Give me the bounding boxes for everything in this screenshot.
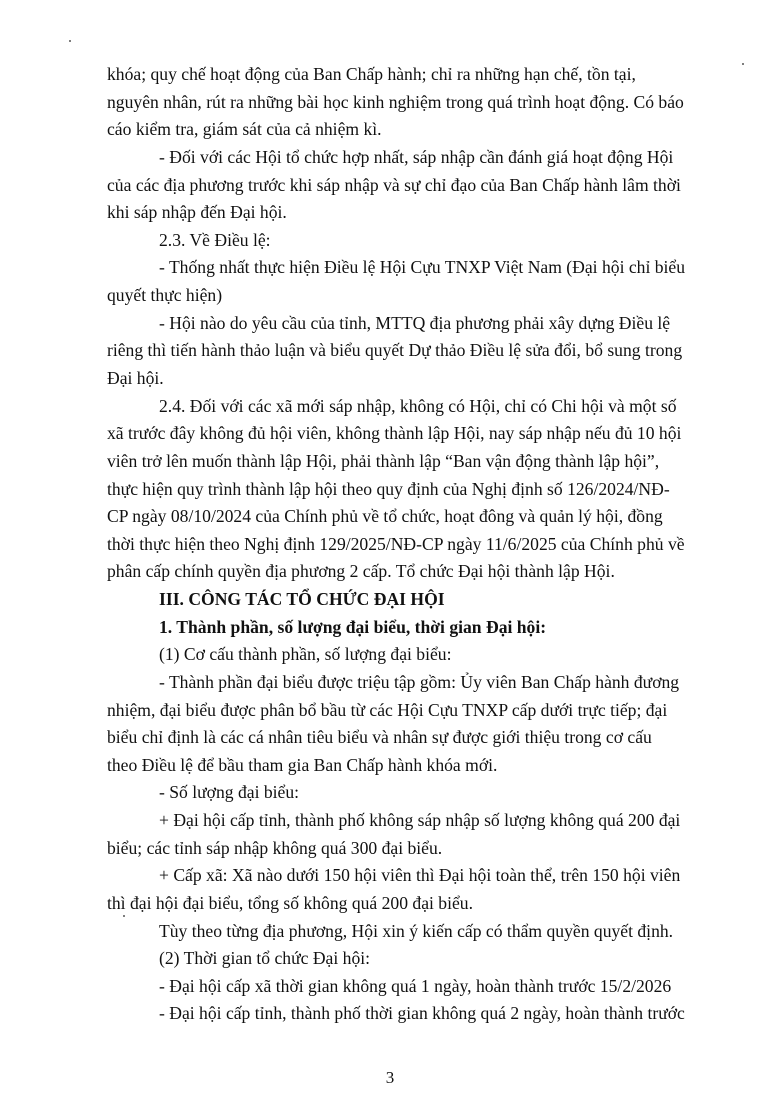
- section-heading: 2.3. Về Điều lệ:: [159, 230, 271, 250]
- body-line: biểu chỉ định là các cá nhân tiêu biểu và nhân sự được giới thiệu trong cơ cấu: [107, 727, 652, 747]
- body-line: viên trở lên muốn thành lập Hội, phải thành lập “Ban vận động thành lập hội”,: [107, 451, 660, 471]
- body-line: (1) Cơ cấu thành phần, số lượng đại biểu:: [159, 644, 452, 664]
- chapter-heading: III. CÔNG TÁC TỔ CHỨC ĐẠI HỘI: [159, 589, 445, 609]
- body-line: - Thống nhất thực hiện Điều lệ Hội Cựu TNXP Việt Nam (Đại hội chỉ biểu: [159, 257, 686, 277]
- body-line: + Cấp xã: Xã nào dưới 150 hội viên thì Đại hội toàn thể, trên 150 hội viên: [159, 865, 681, 885]
- body-line: + Đại hội cấp tỉnh, thành phố không sáp nhập số lượng không quá 200 đại: [159, 810, 681, 830]
- body-line: - Thành phần đại biểu được triệu tập gồm: Ủy viên Ban Chấp hành đương: [159, 672, 680, 692]
- body-line: Tùy theo từng địa phương, Hội xin ý kiến cấp có thẩm quyền quyết định.: [159, 921, 674, 941]
- body-line: của các địa phương trước khi sáp nhập và sự chỉ đạo của Ban Chấp hành lâm thời: [107, 175, 681, 195]
- body-line: biểu; các tỉnh sáp nhập không quá 300 đại biểu.: [107, 838, 443, 858]
- page-number: 3: [385, 1068, 395, 1087]
- body-line: - Đại hội cấp tỉnh, thành phố thời gian không quá 2 ngày, hoàn thành trước: [159, 1003, 685, 1023]
- scan-speck: [123, 915, 125, 917]
- body-line: khóa; quy chế hoạt động của Ban Chấp hành; chỉ ra những hạn chế, tồn tại,: [107, 64, 636, 84]
- body-line: - Số lượng đại biểu:: [159, 782, 300, 802]
- body-line: thời thực hiện theo Nghị định 129/2025/NĐ-CP ngày 11/6/2025 của Chính phủ về: [107, 534, 685, 554]
- body-line: thì đại hội đại biểu, tổng số không quá 200 đại biểu.: [107, 893, 473, 913]
- body-line: quyết thực hiện): [107, 285, 223, 305]
- body-line: thực hiện quy trình thành lập hội theo quy định của Nghị định số 126/2024/NĐ-: [107, 479, 670, 499]
- body-line: CP ngày 08/10/2024 của Chính phủ về tổ chức, hoạt đông và quản lý hội, đồng: [107, 506, 663, 526]
- body-line: - Đại hội cấp xã thời gian không quá 1 ngày, hoàn thành trước 15/2/2026: [159, 976, 672, 996]
- body-line: cáo kiểm tra, giám sát của cả nhiệm kì.: [107, 119, 382, 139]
- body-line: (2) Thời gian tổ chức Đại hội:: [159, 948, 371, 968]
- section-heading: 1. Thành phần, số lượng đại biểu, thời gian Đại hội:: [159, 617, 547, 637]
- body-line: - Đối với các Hội tổ chức hợp nhất, sáp nhập cần đánh giá hoạt động Hội: [159, 147, 674, 167]
- body-line: riêng thì tiến hành thảo luận và biểu quyết Dự thảo Điều lệ sửa đổi, bổ sung trong: [107, 340, 683, 360]
- body-line: - Hội nào do yêu cầu của tỉnh, MTTQ địa phương phải xây dựng Điều lệ: [159, 313, 671, 333]
- body-line: nhiệm, đại biểu được phân bổ bầu từ các Hội Cựu TNXP cấp dưới trực tiếp; đại: [107, 700, 668, 720]
- body-line: theo Điều lệ để bầu tham gia Ban Chấp hành khóa mới.: [107, 755, 498, 775]
- body-line: phân cấp chính quyền địa phương 2 cấp. Tổ chức Đại hội thành lập Hội.: [107, 561, 615, 581]
- body-line: nguyên nhân, rút ra những bài học kinh nghiệm trong quá trình hoạt động. Có báo: [107, 92, 684, 112]
- body-line: Đại hội.: [107, 368, 164, 388]
- scan-speck: [742, 63, 744, 65]
- body-line: 2.4. Đối với các xã mới sáp nhập, không có Hội, chỉ có Chi hội và một số: [159, 396, 677, 416]
- body-line: xã trước đây không đủ hội viên, không thành lập Hội, nay sáp nhập nếu đủ 10 hội: [107, 423, 682, 443]
- scan-speck: [69, 40, 71, 42]
- body-line: khi sáp nhập đến Đại hội.: [107, 202, 287, 222]
